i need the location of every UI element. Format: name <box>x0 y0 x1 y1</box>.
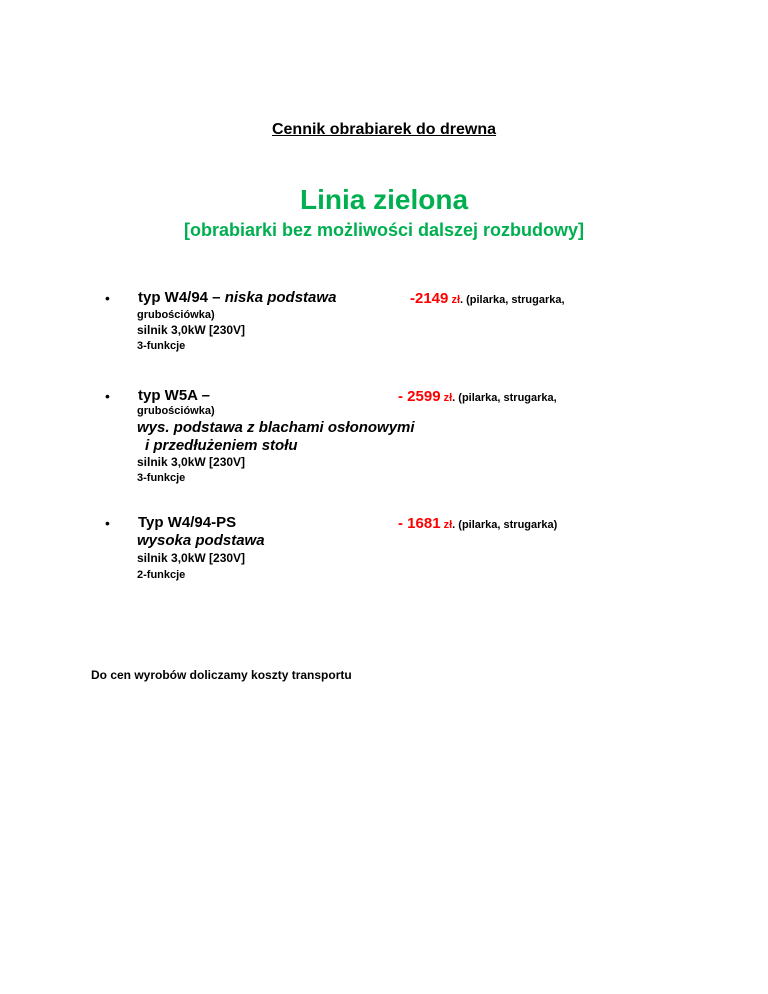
price-suffix: . (pilarka, strugarka) <box>452 519 558 531</box>
item-name-main: typ W5A – <box>138 387 210 404</box>
item-functions: 2-funkcje <box>137 569 186 581</box>
bullet-icon: • <box>105 388 110 404</box>
item-extra-line-1: wys. podstawa z blachami osłonowymi <box>137 419 415 436</box>
item-name <box>138 289 336 306</box>
item-name-main: Typ W4/94-PS <box>138 514 237 531</box>
price-prefix: - <box>398 388 408 405</box>
item-functions: 3-funkcje <box>137 472 186 484</box>
item-continuation: grubościówka) <box>137 405 215 417</box>
bullet-icon: • <box>105 515 110 531</box>
line-subtitle: [obrabiarki bez możliwości dalszej rozbudowy] <box>183 220 585 240</box>
item-price <box>398 515 557 532</box>
price-value: 2149 <box>415 290 449 307</box>
price-value: 1681 <box>407 515 441 532</box>
item-motor: silnik 3,0kW [230V] <box>137 551 246 565</box>
item-price <box>398 388 557 405</box>
price-prefix: - <box>398 515 408 532</box>
item-motor: silnik 3,0kW [230V] <box>137 455 246 469</box>
footer-note: Do cen wyrobów doliczamy koszty transportu <box>91 668 352 682</box>
item-functions: 3-funkcje <box>137 340 186 352</box>
item-name <box>138 514 236 531</box>
currency: zł <box>443 392 453 404</box>
item-motor: silnik 3,0kW [230V] <box>137 323 246 337</box>
currency: zł <box>451 294 460 306</box>
item-extra-line-1: wysoka podstawa <box>137 532 265 549</box>
price-value: 2599 <box>407 388 441 405</box>
item-price <box>410 290 565 307</box>
item-extra-line-2: i przedłużeniem stołu <box>145 437 298 454</box>
price-prefix: - <box>410 290 415 307</box>
bullet-icon: • <box>105 290 110 306</box>
item-name-main: typ W4/94 – <box>138 289 225 306</box>
price-suffix: . (pilarka, strugarka, <box>452 392 557 404</box>
price-suffix: . (pilarka, strugarka, <box>460 294 565 306</box>
document-title: Cennik obrabiarek do drewna <box>271 121 497 138</box>
line-name: Linia zielona <box>299 184 469 215</box>
item-name-italic: niska podstawa <box>224 289 337 306</box>
item-name <box>138 387 210 404</box>
item-continuation: grubościówka) <box>137 309 215 321</box>
currency: zł <box>443 519 453 531</box>
